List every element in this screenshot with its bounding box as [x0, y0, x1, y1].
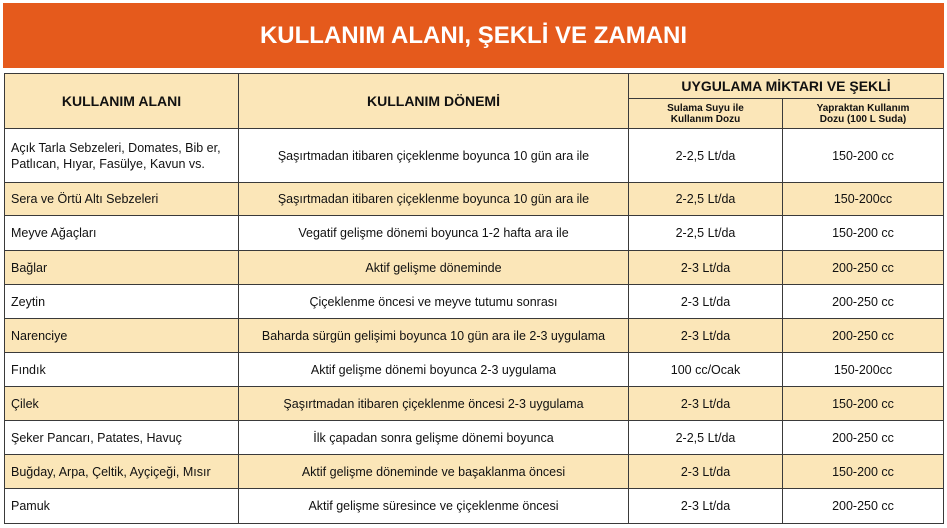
row-irrigation: 2-2,5 Lt/da [629, 129, 783, 183]
row-period: Şaşırtmadan itibaren çiçeklenme boyunca 10 gün ara ile [239, 129, 629, 183]
header-application-group: UYGULAMA MİKTARI VE ŞEKLİ [629, 74, 944, 99]
row-period: Aktif gelişme döneminde [239, 251, 629, 285]
row-period: Vegatif gelişme dönemi boyunca 1-2 hafta ara ile [239, 216, 629, 251]
row-area: Narenciye [5, 319, 239, 353]
header-irrigation-dose [629, 99, 783, 129]
row-area: Pamuk [5, 489, 239, 524]
row-foliar: 150-200cc [783, 353, 944, 387]
row-foliar: 200-250 cc [783, 489, 944, 524]
table-row [5, 183, 944, 216]
row-foliar: 150-200 cc [783, 387, 944, 421]
row-period: Şaşırtmadan itibaren çiçeklenme öncesi 2-3 uygulama [239, 387, 629, 421]
row-area: Bağlar [5, 251, 239, 285]
row-area: Fındık [5, 353, 239, 387]
row-area [5, 129, 239, 183]
row-area: Sera ve Örtü Altı Sebzeleri [5, 183, 239, 216]
row-foliar: 200-250 cc [783, 421, 944, 455]
row-foliar: 150-200 cc [783, 129, 944, 183]
table-row [5, 387, 944, 421]
header-foliar-dose [783, 99, 944, 129]
row-area: Çilek [5, 387, 239, 421]
row-irrigation: 100 cc/Ocak [629, 353, 783, 387]
row-irrigation: 2-2,5 Lt/da [629, 183, 783, 216]
table-row [5, 216, 944, 251]
table-row [5, 285, 944, 319]
table-row [5, 251, 944, 285]
table-row [5, 421, 944, 455]
row-irrigation: 2-3 Lt/da [629, 285, 783, 319]
header-irrigation-line2: Kullanım Dozu [670, 113, 741, 125]
row-irrigation: 2-2,5 Lt/da [629, 216, 783, 251]
row-irrigation: 2-3 Lt/da [629, 251, 783, 285]
row-area-line2: Patlıcan, Hıyar, Fasülye, Kavun vs. [11, 156, 205, 171]
row-period: Baharda sürgün gelişimi boyunca 10 gün ara ile 2-3 uygulama [239, 319, 629, 353]
row-foliar: 200-250 cc [783, 285, 944, 319]
header-foliar-line2: Dozu (100 L Suda) [819, 113, 907, 125]
header-period: KULLANIM DÖNEMİ [239, 74, 629, 129]
row-irrigation: 2-2,5 Lt/da [629, 421, 783, 455]
header-irrigation-line1: Sulama Suyu ile [667, 102, 744, 114]
row-foliar: 200-250 cc [783, 319, 944, 353]
header-foliar-line1: Yapraktan Kullanım [816, 102, 910, 114]
row-period: Aktif gelişme döneminde ve başaklanma öncesi [239, 455, 629, 489]
table-row [5, 129, 944, 183]
row-area: Zeytin [5, 285, 239, 319]
table-row [5, 455, 944, 489]
row-foliar: 150-200 cc [783, 216, 944, 251]
usage-table [4, 73, 944, 524]
table-row [5, 319, 944, 353]
table-row [5, 489, 944, 524]
row-irrigation: 2-3 Lt/da [629, 455, 783, 489]
row-period: Aktif gelişme süresince ve çiçeklenme öncesi [239, 489, 629, 524]
row-irrigation: 2-3 Lt/da [629, 387, 783, 421]
page-title: KULLANIM ALANI, ŞEKLİ VE ZAMANI [3, 3, 944, 68]
row-irrigation: 2-3 Lt/da [629, 489, 783, 524]
row-area-line1: Açık Tarla Sebzeleri, Domates, Bib er, [11, 140, 221, 155]
row-period: Şaşırtmadan itibaren çiçeklenme boyunca 10 gün ara ile [239, 183, 629, 216]
row-foliar: 200-250 cc [783, 251, 944, 285]
row-period: Çiçeklenme öncesi ve meyve tutumu sonrası [239, 285, 629, 319]
row-irrigation: 2-3 Lt/da [629, 319, 783, 353]
row-area: Buğday, Arpa, Çeltik, Ayçiçeği, Mısır [5, 455, 239, 489]
table-row [5, 353, 944, 387]
row-area: Meyve Ağaçları [5, 216, 239, 251]
row-period: Aktif gelişme dönemi boyunca 2-3 uygulama [239, 353, 629, 387]
row-foliar: 150-200 cc [783, 455, 944, 489]
row-foliar: 150-200cc [783, 183, 944, 216]
row-area: Şeker Pancarı, Patates, Havuç [5, 421, 239, 455]
header-area: KULLANIM ALANI [5, 74, 239, 129]
row-period: İlk çapadan sonra gelişme dönemi boyunca [239, 421, 629, 455]
